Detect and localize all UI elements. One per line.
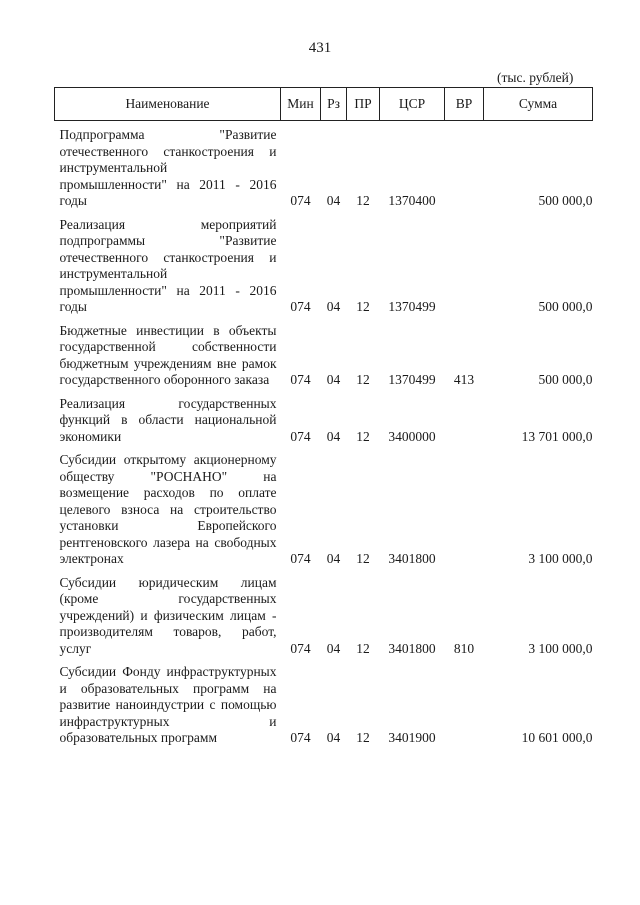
row-min: 074 [290,640,311,656]
row-csr: 3401900 [388,730,436,745]
row-min: 074 [290,299,311,314]
row-sum: 3 100 000,0 [528,551,593,566]
row-vr [445,445,484,568]
row-vr [445,657,484,747]
row-sum: 3 100 000,0 [528,640,593,656]
row-csr: 1370499 [388,372,436,387]
row-sum: 500 000,0 [538,372,593,387]
units-label: (тыс. рублей) [497,70,574,85]
row-pr: 12 [356,299,370,314]
row-pr: 12 [356,428,370,444]
row-pr: 12 [356,640,370,656]
row-rz: 04 [326,551,341,566]
row-name: Субсидии открытому акционерному обществу "РОСНАНО" на возмещение расходов по оплате целевого взноса на строительство установки Европейского рентгеновского лазера на свободных электронах [59,452,277,566]
row-pr: 12 [356,551,370,566]
header-rz: Рз [321,88,347,121]
table-row [55,657,593,747]
row-name: Подпрограмма "Развитие отечественного станкостроения и инструментальной промышленности" на 2011 - 2016 годы [59,127,277,208]
row-sum: 13 701 000,0 [521,428,593,444]
table-row [55,210,593,316]
table-row [55,389,593,446]
row-pr: 12 [356,193,370,208]
row-csr: 3401800 [388,551,436,566]
header-vr: ВР [445,88,484,121]
table-row [55,568,593,658]
row-rz: 04 [326,640,341,656]
row-name: Субсидии Фонду инфраструктурных и образовательных программ на развитие наноиндустрии с помощью инфраструктурных и образовательных программ [59,664,277,745]
row-min: 074 [290,372,311,387]
row-csr: 1370499 [388,299,436,314]
row-name: Субсидии юридическим лицам (кроме государственных учреждений) и физическим лицам - производителям товаров, работ, услуг [59,574,277,656]
row-name: Реализация мероприятий подпрограммы "Развитие отечественного станкостроения и инструментальной промышленности" на 2011 - 2016 годы [59,216,277,314]
row-vr [445,389,484,446]
row-csr: 1370400 [388,193,436,208]
table-row [55,121,593,210]
row-rz: 04 [326,730,341,745]
header-name: Наименование [55,88,281,121]
row-min: 074 [290,428,311,444]
budget-table [54,87,593,747]
table-header-row [55,88,593,121]
row-csr: 3400000 [388,428,436,444]
row-vr [445,210,484,316]
row-pr: 12 [356,372,370,387]
table-row [55,316,593,389]
row-csr: 3401800 [388,640,436,656]
header-pr: ПР [347,88,380,121]
row-vr: 413 [453,372,475,387]
table-row [55,445,593,568]
header-csr: ЦСР [380,88,445,121]
row-rz: 04 [326,428,341,444]
row-name: Реализация государственных функций в области национальной экономики [59,395,277,444]
row-pr: 12 [356,730,370,745]
row-min: 074 [290,551,311,566]
row-rz: 04 [326,193,341,208]
row-sum: 500 000,0 [538,193,593,208]
header-sum: Сумма [484,88,593,121]
row-min: 074 [290,193,311,208]
row-vr [445,121,484,210]
row-sum: 500 000,0 [538,299,593,314]
row-min: 074 [290,730,311,745]
page-number: 431 [308,40,332,56]
row-rz: 04 [326,372,341,387]
row-sum: 10 601 000,0 [521,730,593,745]
header-min: Мин [281,88,321,121]
row-rz: 04 [326,299,341,314]
row-name: Бюджетные инвестиции в объекты государственной собственности бюджетным учреждениям вне рамок государственного оборонного заказа [59,322,277,387]
row-vr: 810 [453,640,475,656]
